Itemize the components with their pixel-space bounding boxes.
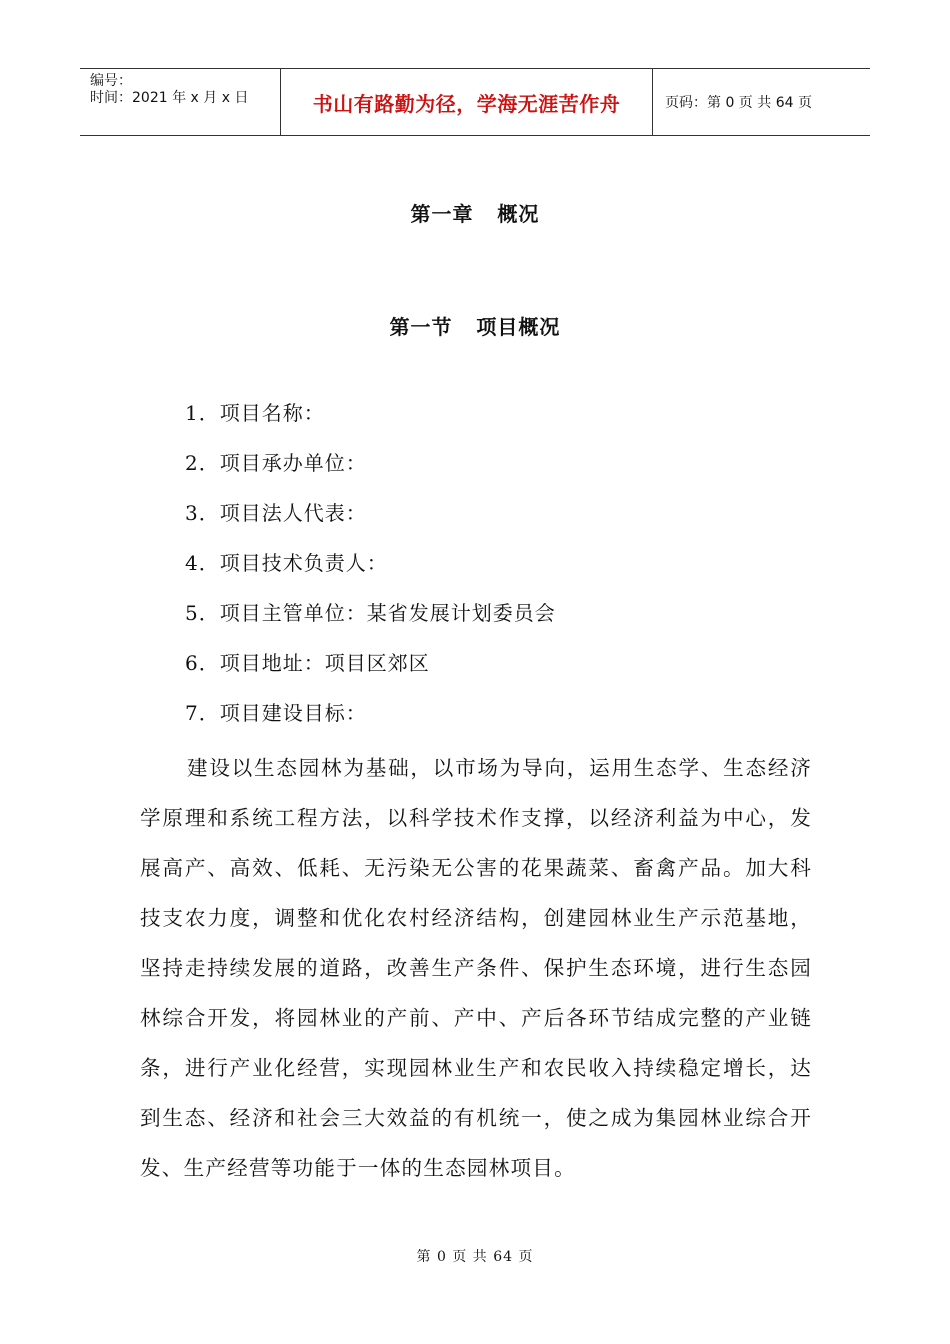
document-time-label: 时间：2021 年 x 月 x 日 (90, 90, 249, 106)
project-item-list (185, 398, 825, 748)
list-item: 7．项目建设目标： (185, 701, 367, 725)
list-item: 4．项目技术负责人： (185, 551, 388, 575)
list-item: 5．项目主管单位：某省发展计划委员会 (185, 601, 556, 625)
header-page-info: 页码：第 0 页 共 64 页 (665, 95, 812, 111)
list-item: 3．项目法人代表： (185, 501, 367, 525)
section-title: 第一节 项目概况 (389, 315, 561, 339)
header-meta-cell (80, 69, 281, 135)
construction-goal-paragraph: 建设以生态园林为基础，以市场为导向，运用生态学、生态经济学原理和系统工程方法，以科学技术作支撑，以经济利益为中心，发展高产、高效、低耗、无污染无公害的花果蔬菜、畜禽产品。加大科技支农力度，调整和优化农村经济结构，创建园林业生产示范基地，坚持走持续发展的道路，改善生产条件、保护生态环境，进行生态园林综合开发，将园林业的产前、产中、产后各环节结成完整的产业链条，进行产业化经营，实现园林业生产和农民收入持续稳定增长，达到生态、经济和社会三大效益的有机统一，使之成为集园林业综合开发、生产经营等功能于一体的生态园林项目。 (140, 756, 812, 1180)
list-item: 2．项目承办单位： (185, 451, 367, 475)
page-footer: 第 0 页 共 64 页 (416, 1249, 534, 1265)
chapter-title: 第一章 概况 (410, 202, 540, 226)
list-item: 1．项目名称： (185, 401, 325, 425)
page-header (80, 68, 870, 136)
document-number-label: 编号： (90, 73, 132, 89)
header-motto: 书山有路勤为径，学海无涯苦作舟 (281, 69, 653, 135)
list-item: 6．项目地址：项目区郊区 (185, 651, 430, 675)
